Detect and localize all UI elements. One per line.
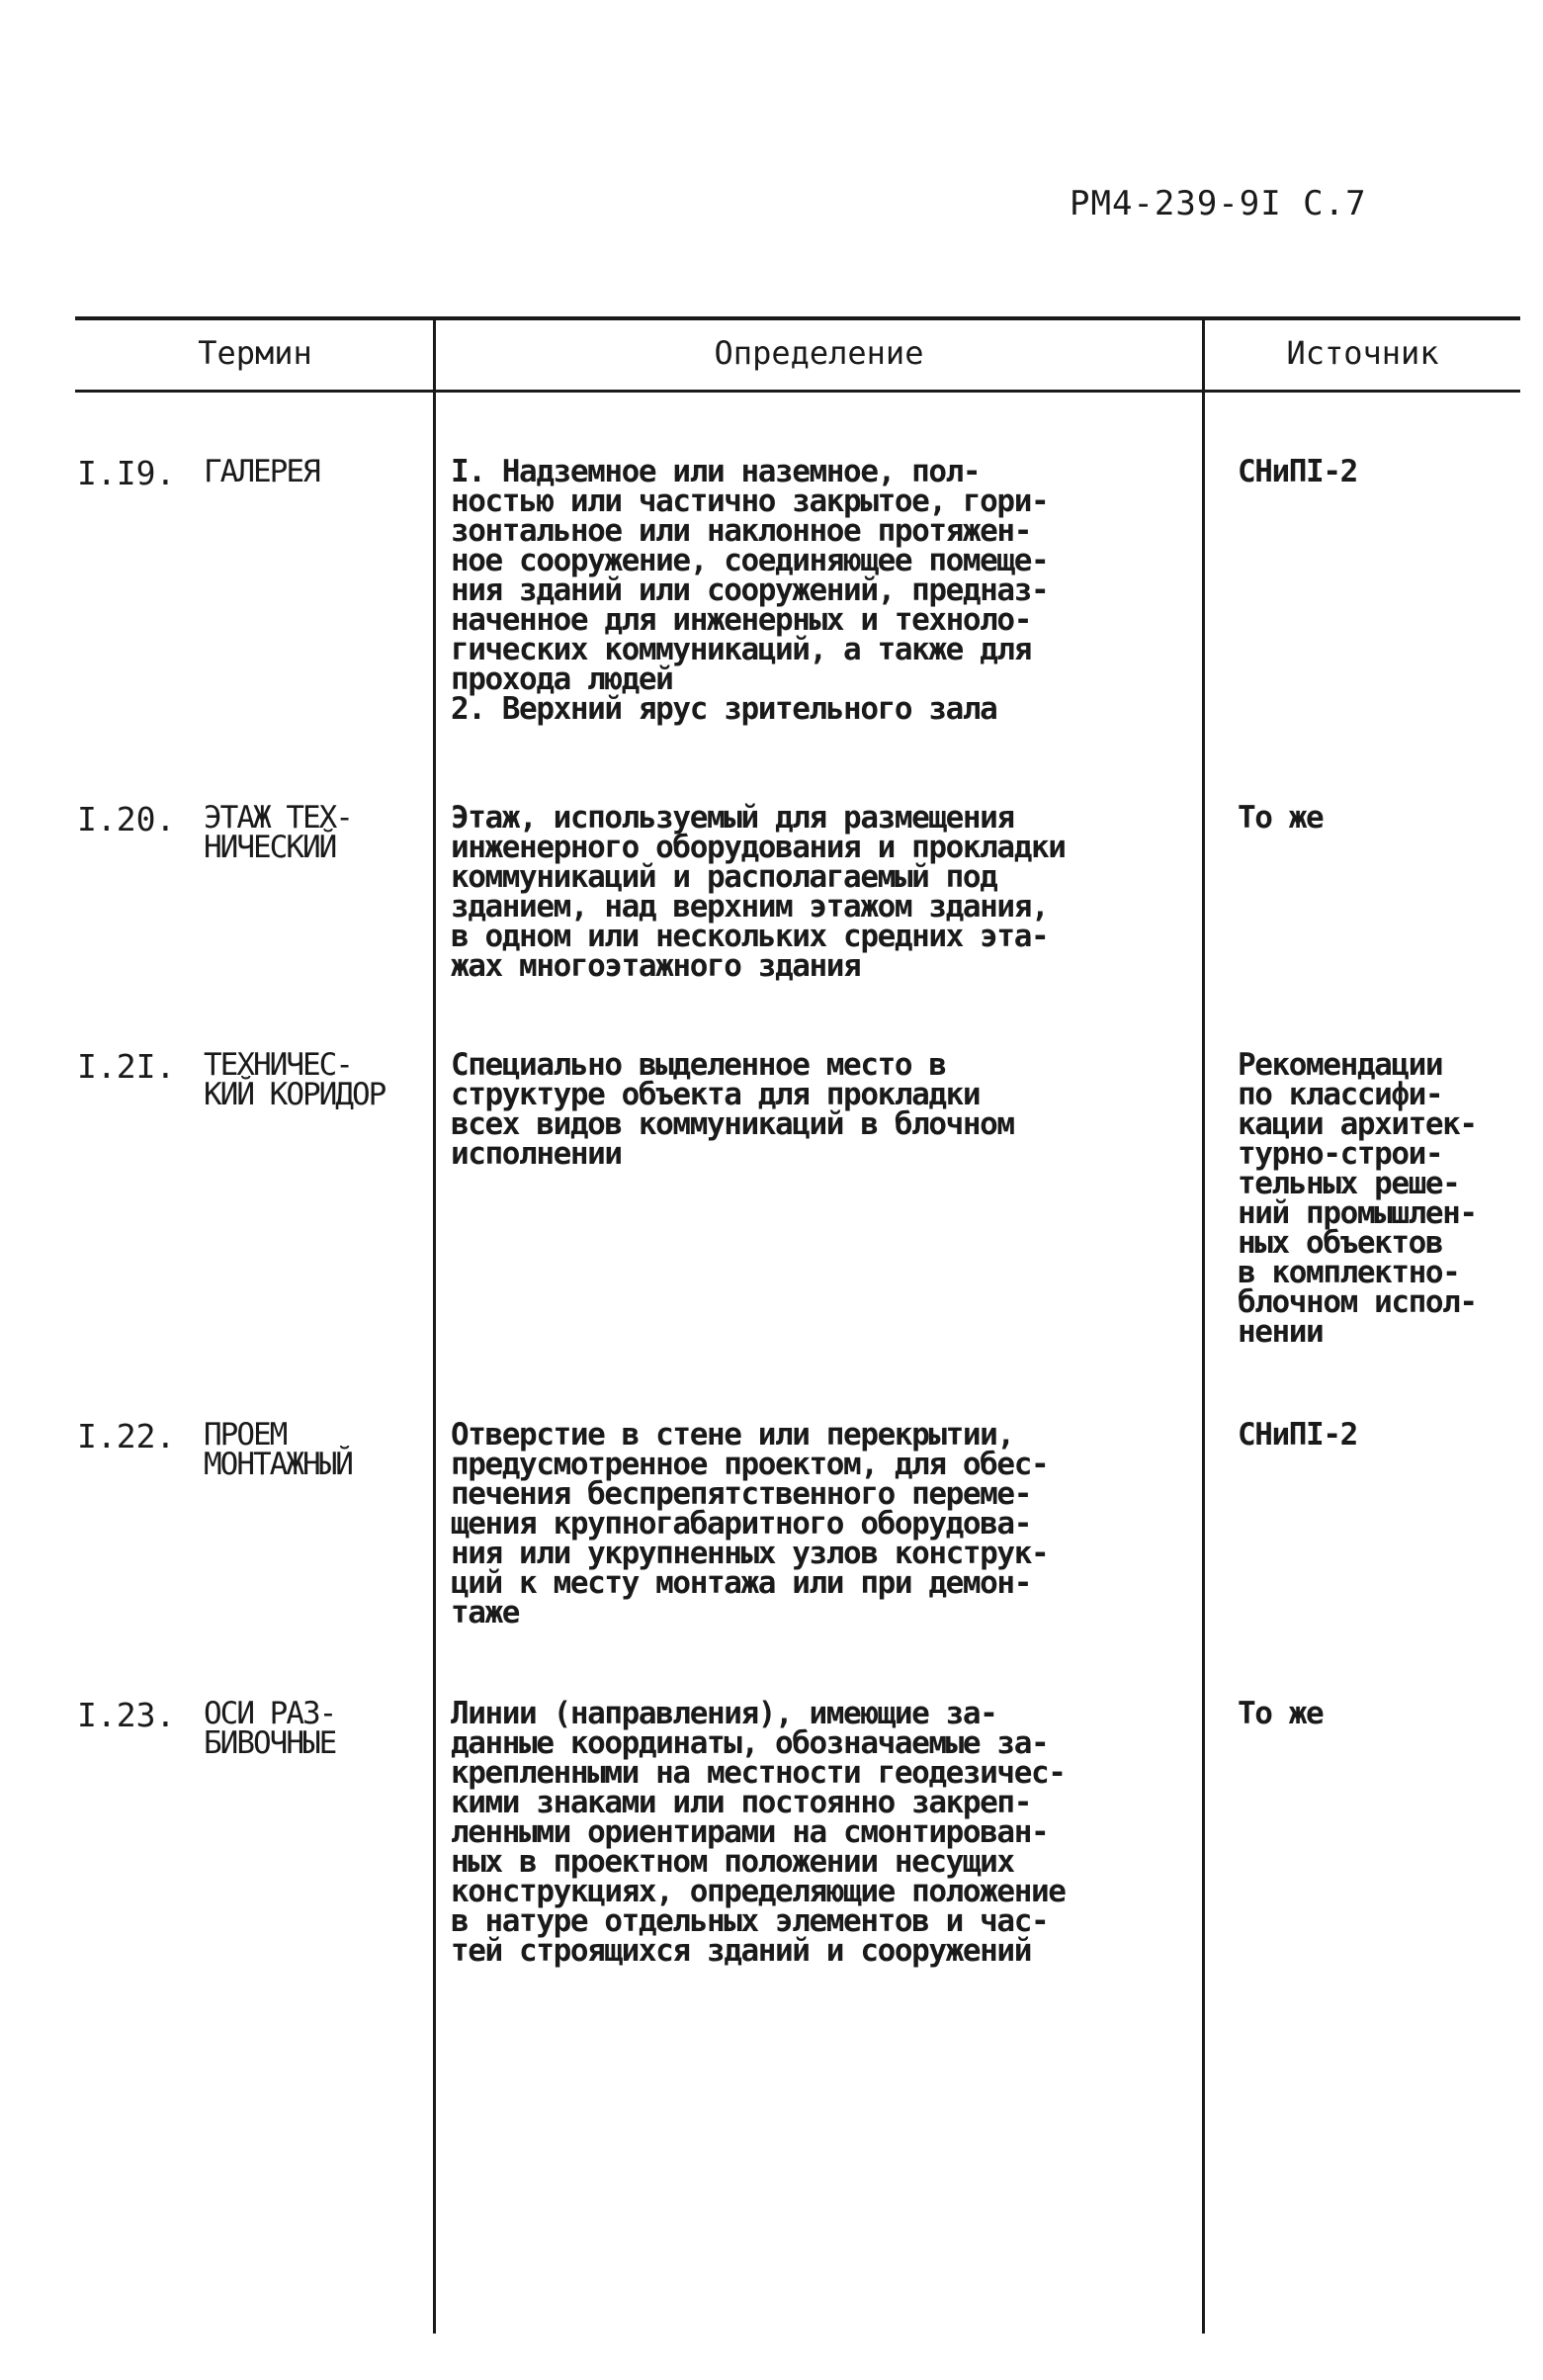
column-header-source: Источник [1286,334,1439,372]
term-number: I.23. [77,1696,176,1734]
term-name: ТЕХНИЧЕС- КИЙ КОРИДОР [204,1047,386,1112]
term-definition: Линии (направления), имеющие за- данные координаты, обозначаемые за- крепленными на местности геодезичес- кими знаками или постоянно закреп- ленными ориентирами на смонтирован- ных в проектном положении несущих конструкциях, определяющие положение в натуре отдельных элементов и час- тей строящихся зданий и сооружений [451,1696,1066,1969]
table-top-rule [75,316,1520,320]
term-name: ПРОЕМ МОНТАЖНЫЙ [204,1417,352,1482]
table-header-rule [75,390,1520,393]
document-code: РМ4-239-9I С.7 [1070,184,1367,223]
term-definition: Специально выделенное место в структуре объекта для прокладки всех видов коммуникаций в блочном исполнении [451,1047,1014,1172]
column-header-definition: Определение [714,334,924,372]
term-source: Рекомендации по классифи- кации архитек- турно-строи- тельных реше- ний промышлен- ных объектов в комплектно- блочном испол- нении [1238,1047,1477,1350]
term-number: I.22. [77,1417,176,1455]
term-source: СНиПI-2 [1238,1417,1357,1453]
term-source: То же [1238,1696,1324,1731]
term-definition: Этаж, используемый для размещения инженерного оборудования и прокладки коммуникаций и располагаемый под зданием, над верхним этажом здания, в одном или нескольких средних эта- жах многоэтажного здания [451,800,1066,984]
term-source: То же [1238,800,1324,836]
column-divider-term [433,316,436,2334]
column-divider-definition [1202,316,1205,2334]
term-number: I.2I. [77,1047,176,1086]
term-name: ЭТАЖ ТЕХ- НИЧЕСКИЙ [204,800,352,865]
term-name: ГАЛЕРЕЯ [204,454,319,489]
term-number: I.20. [77,800,176,838]
term-definition: I. Надземное или наземное, пол- ностью или частично закрытое, гори- зонтальное или наклонное протяжен- ное сооружение, соединяющее помеще- ния зданий или сооружений, предназ- наченное для инженерных и техноло- гических коммуникаций, а также для прохода людей 2. Верхний ярус зрительного зала [451,454,1049,727]
term-name: ОСИ РАЗ- БИВОЧНЫЕ [204,1696,336,1761]
term-number: I.I9. [77,454,176,492]
term-source: СНиПI-2 [1238,454,1357,489]
term-definition: Отверстие в стене или перекрытии, предусмотренное проектом, для обес- печения беспрепятственного переме- щения крупногабаритного оборудова- ния или укрупненных узлов конструк- ций к месту монтажа или при демон- таже [451,1417,1049,1631]
column-header-term: Термин [198,334,312,372]
